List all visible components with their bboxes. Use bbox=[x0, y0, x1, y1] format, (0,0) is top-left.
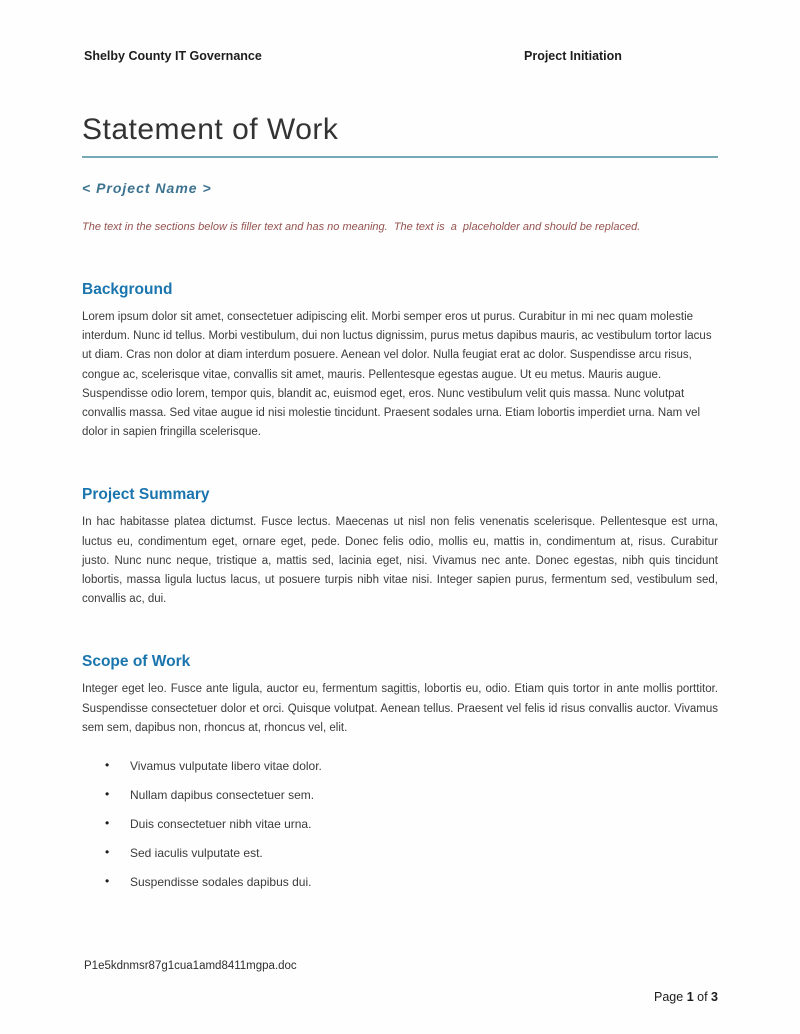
bullet-icon: • bbox=[105, 758, 110, 773]
page-label: Page bbox=[654, 990, 684, 1004]
section-scope-of-work bbox=[82, 653, 718, 890]
list-item-text: Vivamus vulputate libero vitae dolor. bbox=[130, 759, 322, 774]
footer-filename: P1e5kdnmsr87g1cua1amd8411mgpa.doc bbox=[84, 960, 297, 972]
section-heading-scope-of-work: Scope of Work bbox=[82, 653, 191, 671]
bullet-icon: • bbox=[105, 845, 110, 860]
page-current: 1 bbox=[686, 990, 694, 1004]
list-item-text: Duis consectetuer nibh vitae urna. bbox=[130, 817, 312, 832]
document-title: Statement of Work bbox=[82, 112, 718, 158]
list-item bbox=[105, 816, 718, 832]
list-item bbox=[105, 874, 718, 890]
footer-page-number bbox=[654, 990, 718, 1004]
section-background bbox=[82, 281, 718, 442]
filler-text-notice: The text in the sections below is filler text and has no meaning. The text is a placeholder and should be replaced. bbox=[82, 221, 641, 233]
section-body-scope-of-work: Integer eget leo. Fusce ante ligula, auctor eu, fermentum sagittis, lobortis eu, odio. Etiam quis tortor in ante mollis porttitor. Suspendisse consectetuer dolor et orci. Quisque volutpat. Aenean tellus. Praesent vel felis id risus convallis auctor. Vivamus sem sem, dapibus non, rhoncus at, rhoncus vel, elit. bbox=[82, 683, 718, 734]
list-item-text: Suspendisse sodales dapibus dui. bbox=[130, 875, 312, 890]
section-project-summary bbox=[82, 486, 718, 609]
list-item bbox=[105, 758, 718, 774]
bullet-icon: • bbox=[105, 787, 110, 802]
project-name-placeholder: < Project Name > bbox=[82, 180, 212, 196]
list-item bbox=[105, 787, 718, 803]
page-of-label: of bbox=[697, 990, 708, 1004]
header-left-text: Shelby County IT Governance bbox=[84, 49, 262, 63]
scope-bullet-list bbox=[82, 758, 718, 890]
section-body-background: Lorem ipsum dolor sit amet, consectetuer adipiscing elit. Morbi semper eros ut purus. Curabitur in mi nec quam molestie interdum. Nunc id tellus. Morbi vestibulum, dui non luctus dignissim, purus metus dapibus mauris, ac vestibulum tortor lacus ut diam. Cras non dolor at diam interdum posuere. Aenean vel dolor. Nulla feugiat erat ac dolor. Suspendisse arcu risus, congue ac, scelerisque vitae, convallis sit amet, mauris. Pellentesque egestas augue. Ut eu metus. Mauris augue. Suspendisse odio lorem, tempor quis, blandit ac, euismod eget, eros. Nunc vestibulum velit quis massa. Nunc volutpat convallis massa. Sed vitae augue id nisi molestie tincidunt. Praesent sodales urna. Etiam lobortis imperdiet urna. Nam vel dolor in sapien fringilla scelerisque. bbox=[82, 311, 712, 439]
list-item-text: Nullam dapibus consectetuer sem. bbox=[130, 788, 315, 803]
section-heading-background: Background bbox=[82, 281, 173, 298]
header-right-text: Project Initiation bbox=[524, 49, 622, 63]
section-body-project-summary: In hac habitasse platea dictumst. Fusce lectus. Maecenas ut nisl non felis venenatis scelerisque. Pellentesque est urna, luctus eu, condimentum eget, ornare eget, pede. Donec felis odio, mollis eu, mattis in, condimentum at, risus. Curabitur justo. Nunc nunc neque, tristique a, mattis sed, lacinia eget, nisi. Vivamus nec ante. Donec egestas, nibh quis tincidunt lobortis, massa ligula luctus lacus, ut posuere turpis nibh vitae nisi. Integer sapien purus, fermentum sed, vestibulum sed, convallis ac, dui. bbox=[82, 516, 718, 606]
bullet-icon: • bbox=[105, 874, 110, 889]
list-item bbox=[105, 845, 718, 861]
section-heading-project-summary: Project Summary bbox=[82, 486, 210, 504]
list-item-text: Sed iaculis vulputate est. bbox=[130, 846, 263, 861]
bullet-icon: • bbox=[105, 816, 110, 831]
page-total: 3 bbox=[711, 990, 718, 1004]
